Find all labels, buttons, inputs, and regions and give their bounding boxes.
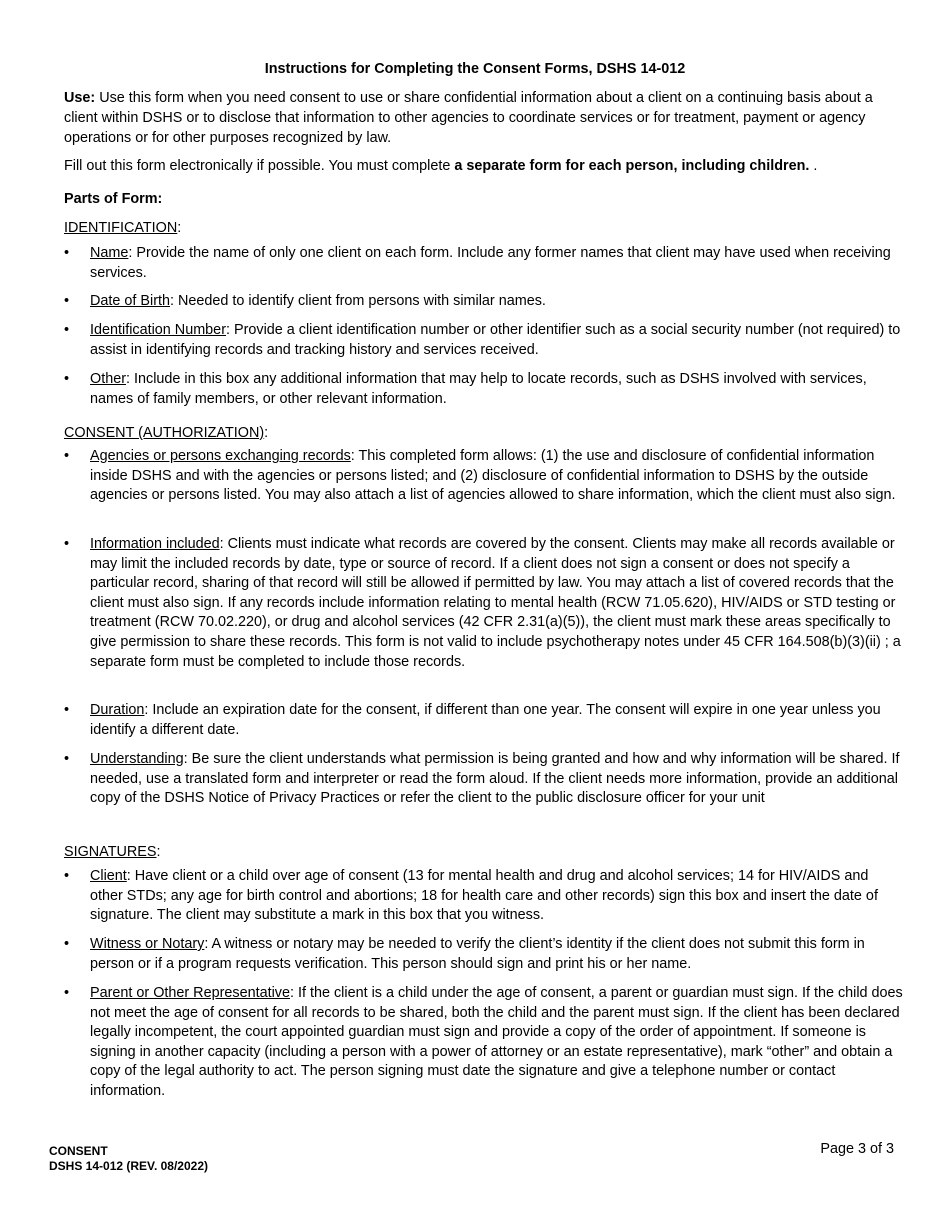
item-text: : Have client or a child over age of consent (13 for mental health and drug and alcohol services; 14 for HIV/AIDS and other STDs; any age for birth control and abortions; 18 for health care and other records) sign this box and insert the date of signature. The client may substitute a mark in this box that you witness. (90, 868, 878, 924)
page-title: Instructions for Completing the Consent Forms, DSHS 14-012 (264, 61, 686, 77)
item-term: Name (90, 245, 129, 261)
fill-paragraph (64, 156, 904, 176)
list-item (64, 867, 904, 926)
list-item (64, 701, 904, 740)
list-item (64, 750, 904, 809)
consent-heading-text: CONSENT (AUTHORIZATION) (64, 425, 265, 441)
identification-heading-text: IDENTIFICATION (64, 220, 178, 236)
signatures-heading-text: SIGNATURES (64, 844, 157, 860)
signatures-heading (64, 842, 161, 862)
footer-form-name: CONSENT (49, 1144, 108, 1158)
item-term: Information included (90, 536, 220, 552)
list-item (64, 292, 904, 312)
item-text: : Be sure the client understands what permission is being granted and how and why information will be shared. If needed, use a translated form and interpreter or read the form aloud. If the client needs more information, provide an additional copy of the DSHS Notice of Privacy Practices or refer the client to the public disclosure officer for your unit (90, 751, 900, 807)
item-term: Date of Birth (90, 293, 170, 309)
list-item (64, 447, 904, 506)
bullet: • (64, 536, 70, 552)
page-number: Page 3 of 3 (820, 1141, 894, 1157)
use-text: Use this form when you need consent to use or share confidential information about a client on a continuing basis about a client within DSHS or to disclose that information to other agencies to coordinate services or for treatment, payment or agency operations or for other purposes recognized by law. (64, 90, 873, 146)
consent-heading (64, 423, 268, 443)
bullet: • (64, 371, 70, 387)
item-text: : Include an expiration date for the consent, if different than one year. The consent will expire in one year unless you identify a different date. (90, 702, 881, 738)
parts-heading: Parts of Form: (64, 191, 163, 207)
item-text: : Provide the name of only one client on each form. Include any former names that client may have used when receiving services. (90, 245, 891, 281)
bullet: • (64, 702, 70, 718)
list-item (64, 935, 904, 974)
item-text: : Needed to identify client from persons with similar names. (170, 293, 546, 309)
fill-text: Fill out this form electronically if possible. You must complete (64, 158, 455, 174)
item-term: Witness or Notary (90, 936, 205, 952)
use-paragraph (64, 88, 904, 148)
item-term: Duration (90, 702, 145, 718)
item-term: Identification Number (90, 322, 226, 338)
identification-heading (64, 218, 181, 238)
bullet: • (64, 448, 70, 464)
fill-bold: a separate form for each person, including children. (454, 158, 810, 174)
item-text: : If the client is a child under the age of consent, a parent or guardian must sign. If the child does not meet the age of consent for all records to be shared, both the child and the parent must sign. If the client has been declared legally incompetent, the court appointed guardian must sign and provide a copy of the order of appointment. If someone is signing in another capacity (including a person with a power of attorney or an estate representative), mark “other” and obtain a copy of the legal authority to act. The person signing must date the signature and give a telephone number or contact information. (90, 985, 903, 1099)
item-text: : This completed form allows: (1) the use and disclosure of confidential information inside DSHS and with the agencies or persons listed; and (2) disclosure of confidential information to DSHS by the outside agencies or persons listed. You may also attach a list of agencies allowed to share information, which the client must also sign. (90, 448, 896, 504)
bullet: • (64, 293, 70, 309)
bullet: • (64, 245, 70, 261)
use-label: Use: (64, 90, 96, 106)
item-text: : A witness or notary may be needed to verify the client’s identity if the client does not submit this form in person or if a program requests verification. This person should sign and print his or her name. (90, 936, 865, 972)
item-text: : Clients must indicate what records are covered by the consent. Clients may make all records available or may limit the included records by date, type or source of record. If a client does not sign a consent or does not specify a particular record, sharing of that record will still be allowed if permitted by law. You may attach a list of covered records that the client must also sign. If any records include information relating to mental health (RCW 71.05.620), HIV/AIDS or STD testing or treatment (RCW 70.02.220), or drug and alcohol services (42 CFR 2.31(a)(5)), the client must mark these areas specifically to give permission to share these records. This form is not valid to include psychotherapy notes under 45 CFR 164.508(b)(3)(ii) ; a separate form must be completed to include those records. (90, 536, 901, 670)
item-term: Parent or Other Representative (90, 985, 290, 1001)
heading-colon: : (177, 220, 182, 236)
bullet: • (64, 936, 70, 952)
bullet: • (64, 751, 70, 767)
bullet: • (64, 868, 70, 884)
heading-colon: : (264, 425, 269, 441)
heading-colon: : (156, 844, 161, 860)
list-item (64, 984, 904, 1102)
item-term: Understanding (90, 751, 184, 767)
item-term: Client (90, 868, 127, 884)
footer-form-number: DSHS 14-012 (REV. 08/2022) (49, 1159, 208, 1173)
bullet: • (64, 985, 70, 1001)
list-item (64, 370, 904, 409)
fill-tail: . (809, 158, 818, 174)
item-text: : Include in this box any additional information that may help to locate records, such as DSHS involved with services, names of family members, or other relevant information. (90, 371, 867, 407)
list-item (64, 535, 904, 672)
list-item (64, 321, 904, 360)
item-text: : Provide a client identification number or other identifier such as a social security number (not required) to assist in identifying records and tracking history and services received. (90, 322, 901, 358)
item-term: Agencies or persons exchanging records (90, 448, 351, 464)
list-item (64, 244, 904, 283)
item-term: Other (90, 371, 126, 387)
bullet: • (64, 322, 70, 338)
